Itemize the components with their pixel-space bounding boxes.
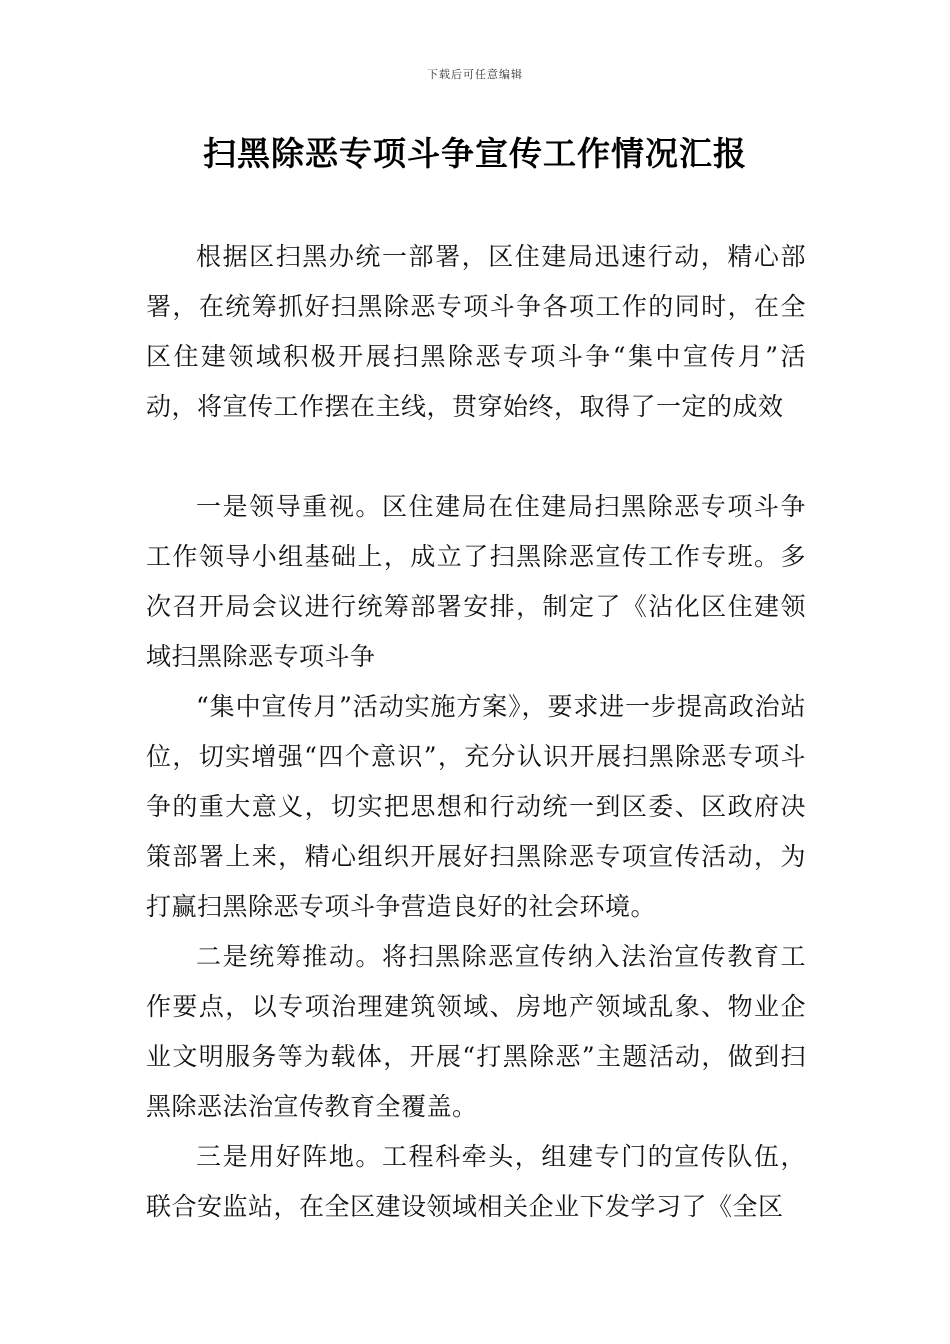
paragraph-plan: “集中宣传月”活动实施方案》，要求进一步提高政治站位，切实增强“四个意识”，充分认识开展扫黑除恶专项斗争的重大意义，切实把思想和行动统一到区委、区政府决策部署上来，精心组织开展好扫黑除恶专项宣传活动，为打赢扫黑除恶专项斗争营造良好的社会环境。 [146,692,806,921]
paragraph-leadership: 一是领导重视。区住建局在住建局扫黑除恶专项斗争工作领导小组基础上，成立了扫黑除恶宣传工作专班。多次召开局会议进行统筹部署安排，制定了《沾化区住建领域扫黑除恶专项斗争 [146,492,806,671]
paragraph-positions: 三是用好阵地。工程科牵头，组建专门的宣传队伍，联合安监站，在全区建设领域相关企业下发学习了《全区 [146,1142,806,1221]
header-note: 下载后可任意编辑 [427,68,523,81]
document-title: 扫黑除恶专项斗争宣传工作情况汇报 [203,134,747,173]
document-body [146,232,806,1232]
paragraph-coordination: 二是统筹推动。将扫黑除恶宣传纳入法治宣传教育工作要点，以专项治理建筑领域、房地产领域乱象、物业企业文明服务等为载体，开展“打黑除恶”主题活动，做到扫黑除恶法治宣传教育全覆盖。 [146,942,806,1121]
paragraph-intro: 根据区扫黑办统一部署，区住建局迅速行动，精心部署，在统筹抓好扫黑除恶专项斗争各项工作的同时，在全区住建领域积极开展扫黑除恶专项斗争“集中宣传月”活动，将宣传工作摆在主线，贯穿始终，取得了一定的成效 [146,242,806,421]
